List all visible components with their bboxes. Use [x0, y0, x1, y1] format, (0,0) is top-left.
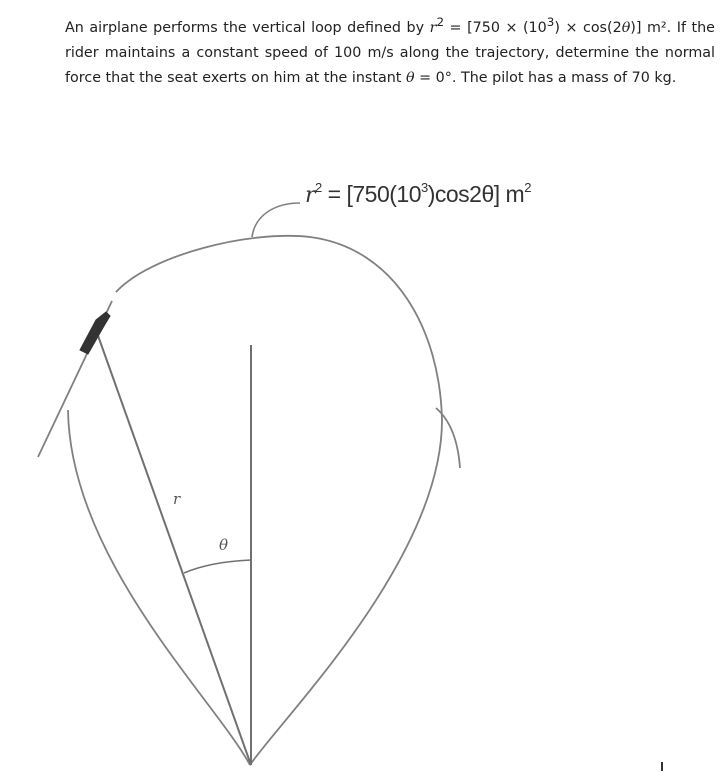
equation-r-variable: r: [429, 19, 437, 36]
equation-rhs-mid: ) × cos(2: [554, 19, 622, 36]
problem-text-part2: )] m². If the rider maintains a constant speed of 100 m/s along the trajectory, determine the normal force that the seat exerts on him at the instant: [65, 19, 715, 86]
diagram-equation-r-exponent: 2: [315, 180, 322, 195]
stray-mark: [661, 762, 663, 771]
theta-label: θ: [219, 536, 229, 554]
diagram-equation-label: [305, 180, 531, 208]
diagram-equation-unit-exponent: 2: [524, 180, 531, 195]
diagram-equation-body: = [750(10: [321, 181, 421, 207]
equation-rhs-exponent: 3: [546, 15, 555, 29]
diagram-equation-r: r: [305, 183, 316, 208]
loop-trajectory-curve: [68, 236, 442, 765]
problem-text-part3: = 0°. The pilot has a mass of 70 kg.: [414, 69, 677, 86]
theta-angle-arc: [184, 560, 251, 573]
equation-rhs-start: = [750 × (10: [444, 19, 547, 36]
problem-text-part1: An airplane performs the vertical loop defined by: [65, 19, 430, 36]
diagram-equation-body-end: )cos2θ] m: [427, 181, 525, 207]
equation-leader-line: [252, 203, 300, 237]
right-arc-extension: [436, 408, 460, 468]
equation-theta-variable: θ: [621, 19, 631, 36]
diagram-equation-body-exponent: 3: [420, 180, 428, 195]
r-label: r: [173, 490, 181, 508]
instant-theta-variable: θ: [405, 69, 415, 86]
equation-r-exponent: 2: [436, 15, 445, 29]
airplane-icon: [80, 312, 110, 354]
